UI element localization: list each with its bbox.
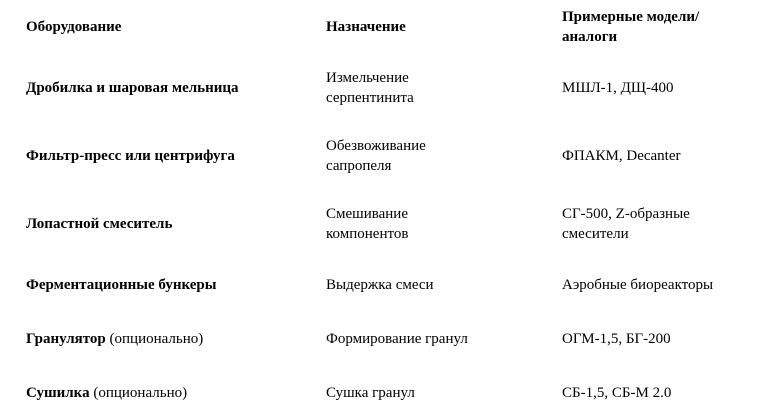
equipment-name: Фильтр-пресс или центрифуга (26, 148, 235, 164)
header-row (7, 0, 782, 54)
table-row (7, 54, 782, 122)
equipment-name: Гранулятор (26, 331, 106, 347)
equipment-table (7, 0, 782, 420)
equipment-cell (7, 190, 307, 258)
models-cell: ОГМ-1,5, БГ-200 (562, 331, 671, 347)
table-header (7, 0, 782, 54)
purpose-cell: Выдержка смеси (326, 277, 434, 293)
table-row (7, 366, 782, 420)
header-models: Примерные модели/аналоги (562, 9, 700, 45)
equipment-note: (опционально) (89, 385, 188, 401)
models-cell: СГ-500, Z-образные смесители (562, 206, 690, 242)
table-row (7, 258, 782, 312)
purpose-cell: Сушка гранул (326, 385, 415, 401)
models-cell: ФПАКМ, Decanter (562, 148, 681, 164)
purpose-cell: Обезвоживание сапропеля (326, 138, 426, 174)
models-cell: СБ-1,5, СБ-М 2.0 (562, 385, 672, 401)
equipment-cell (7, 312, 307, 366)
equipment-name: Лопастной смеситель (26, 216, 173, 232)
models-cell: МШЛ-1, ДЩ-400 (562, 80, 674, 96)
table-row (7, 122, 782, 190)
header-purpose: Назначение (326, 19, 406, 35)
header-equipment: Оборудование (26, 19, 122, 35)
models-cell: Аэробные биореакторы (562, 277, 714, 293)
equipment-cell (7, 366, 307, 420)
equipment-cell (7, 54, 307, 122)
table-body (7, 54, 782, 420)
equipment-note: (опционально) (105, 331, 204, 347)
table-row (7, 312, 782, 366)
purpose-cell: Формирование гранул (326, 331, 468, 347)
equipment-name: Ферментационные бункеры (26, 277, 217, 293)
equipment-name: Дробилка и шаровая мельница (26, 80, 239, 96)
equipment-name: Сушилка (26, 385, 90, 401)
purpose-cell: Измельчение серпентинита (326, 70, 414, 106)
equipment-cell (7, 258, 307, 312)
purpose-cell: Смешивание компонентов (326, 206, 409, 242)
equipment-cell (7, 122, 307, 190)
table-row (7, 190, 782, 258)
